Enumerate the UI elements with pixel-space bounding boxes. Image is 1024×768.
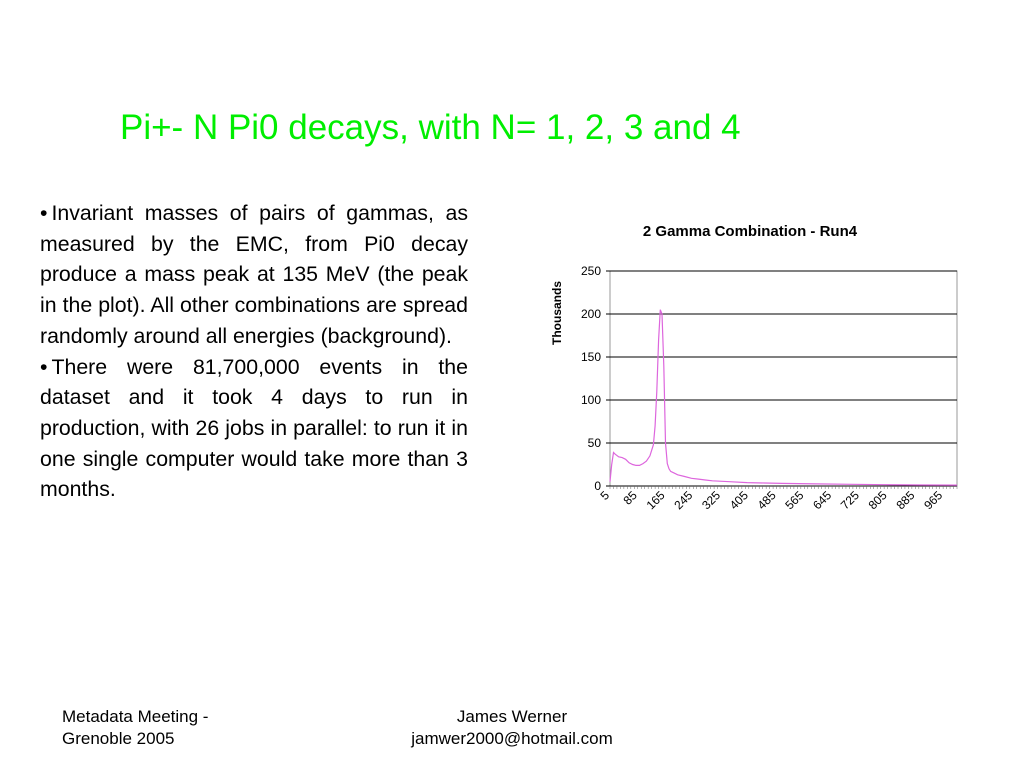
gridlines [606,271,957,489]
bullet-list [40,198,468,505]
footer-author-name: James Werner [456,707,568,726]
x-tick-label: 405 [726,488,751,513]
x-tick-label: 245 [671,488,696,513]
footer-left [62,706,292,750]
footer-center [380,706,644,750]
bullet-item-1 [40,198,468,352]
bullet-item-2 [40,352,468,506]
y-tick-labels [581,264,601,493]
footer-meeting-line1: Metadata Meeting - [62,707,209,726]
y-tick-label: 50 [587,436,601,450]
gamma-combination-chart [540,210,980,540]
x-tick-label: 805 [865,488,890,513]
x-tick-label: 725 [837,488,862,513]
x-tick-label: 565 [782,488,807,513]
x-tick-label: 85 [620,488,640,508]
x-tick-label: 5 [597,488,613,503]
y-tick-label: 250 [580,264,601,278]
footer-author-email: jamwer2000@hotmail.com [411,729,613,748]
x-tick-label: 165 [643,488,668,513]
chart-title: 2 Gamma Combination - Run4 [642,223,858,240]
series-line [610,310,957,485]
y-tick-label: 150 [580,350,601,364]
x-tick-label: 485 [754,488,779,513]
bullet-dot: • [40,201,48,225]
bullet-text-1: Invariant masses of pairs of gammas, as measured by the EMC, from Pi0 decay produce a mass peak at 135 MeV (the peak in the plot). All other combinations are spread randomly around all energies (background). [40,201,468,348]
x-tick-label: 325 [699,488,724,513]
y-tick-label: 0 [594,479,601,493]
y-tick-label: 200 [580,307,601,321]
y-tick-label: 100 [580,393,601,407]
x-tick-labels [597,488,945,512]
bullet-dot: • [40,354,48,379]
y-axis-label: Thousands [550,280,564,346]
x-tick-label: 965 [921,488,946,513]
plot-frame [610,271,957,486]
x-tick-label: 645 [810,488,835,513]
slide-title: Pi+- N Pi0 decays, with N= 1, 2, 3 and 4 [120,108,741,147]
bullet-text-2: There were 81,700,000 events in the dataset and it took 4 days to run in production, with 26 jobs in parallel: to run it in one single computer would take more than 3 months. [40,354,468,502]
x-tick-label: 885 [893,488,918,513]
series-layer [610,310,957,485]
footer-meeting-line2: Grenoble 2005 [62,729,175,748]
